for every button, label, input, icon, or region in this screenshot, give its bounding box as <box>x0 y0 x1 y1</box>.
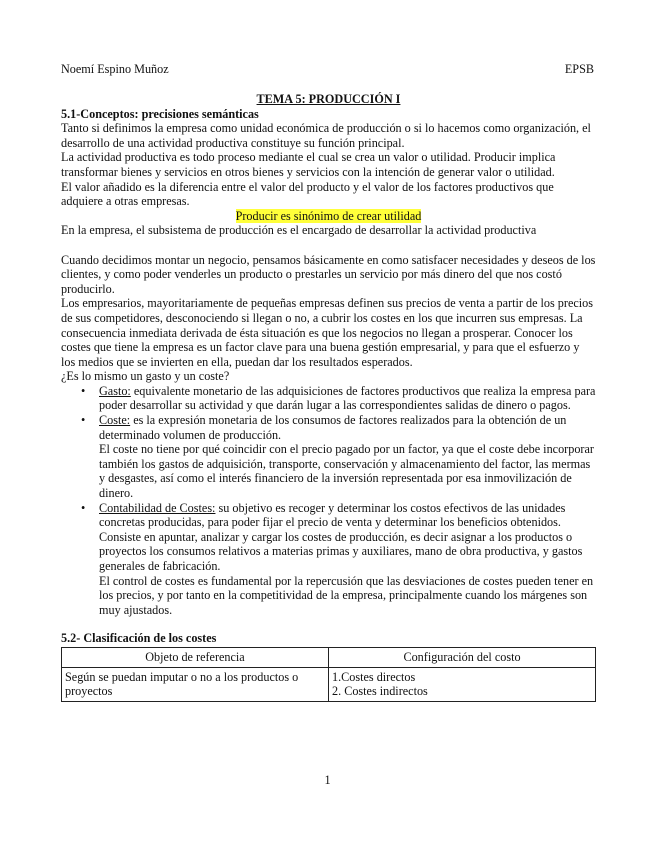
paragraph: En la empresa, el subsistema de producción es el encargado de desarrollar la actividad productiva <box>61 223 537 238</box>
list-item-extra: Consiste en apuntar, analizar y cargar los costes de producción, es decir asignar a los productos o proyectos los consumos relativos a materias primas y auxiliares, mano de obra productiva, y gastos generales de fabricación. <box>99 529 583 573</box>
page-number: 1 <box>324 773 331 787</box>
definition-text: equivalente monetario de las adquisiciones de factores productivos que realiza la empresa para poder desarrollar su actividad y que darán lugar a las correspondientes salidas de dinero o pagos. <box>99 383 596 413</box>
table-cell <box>329 667 596 701</box>
list-item <box>99 501 596 618</box>
cost-classification-table <box>61 647 596 702</box>
term-contabilidad: Contabilidad de Costes: <box>99 500 216 515</box>
page-content <box>61 92 596 702</box>
definition-list <box>61 384 596 618</box>
highlighted-text: Producir es sinónimo de crear utilidad <box>235 208 422 223</box>
list-item-text <box>99 413 596 442</box>
list-item <box>99 413 596 501</box>
page-header <box>61 62 594 77</box>
list-item-text <box>99 384 596 413</box>
list-item-text <box>99 501 596 530</box>
cost-type: 1.Costes directos <box>332 669 416 684</box>
definition-text: es la expresión monetaria de los consumos de factores realizados para la obtención de un determinado volumen de producción. <box>99 413 567 442</box>
question-line: ¿Es lo mismo un gasto y un coste? <box>61 369 230 384</box>
list-item <box>99 384 596 413</box>
table-cell: Según se puedan imputar o no a los productos o proyectos <box>62 667 329 701</box>
definition-text: su objetivo es recoger y determinar los costos efectivos de las unidades concretas producidas, para poder fijar el precio de venta y determinar los beneficios obtenidos. <box>99 500 566 530</box>
term-gasto: Gasto: <box>99 383 131 398</box>
table-header-cell: Objeto de referencia <box>62 647 329 667</box>
section-1-heading: 5.1-Conceptos: precisiones semánticas <box>61 106 259 121</box>
paragraph: Cuando decidimos montar un negocio, pensamos básicamente en como satisfacer necesidades y deseos de los clientes, y como poder venderles un producto o prestarles un servicio por más dinero del que nos costó producirlo. <box>61 252 596 296</box>
paragraph: La actividad productiva es todo proceso mediante el cual se crea un valor o utilidad. Producir implica transformar bienes y servicios en otros bienes y servicios con la intención de generar valor o utilidad. <box>61 150 556 179</box>
highlight-line <box>61 209 596 224</box>
section-2-heading: 5.2- Clasificación de los costes <box>61 631 217 646</box>
cost-type: 2. Costes indirectos <box>332 684 428 699</box>
list-item-extra: El control de costes es fundamental por la repercusión que las desviaciones de costes pueden tener en los precios, y por tanto en la competitividad de la empresa, principalmente cuando los márgenes son muy ajustados. <box>99 573 594 617</box>
blank-line <box>61 238 596 253</box>
paragraph: Tanto si definimos la empresa como unidad económica de producción o si lo hacemos como organización, el desarrollo de una actividad productiva constituye su función principal. <box>61 121 591 150</box>
table-row <box>62 667 596 701</box>
paragraph: Los empresarios, mayoritariamente de pequeñas empresas definen sus precios de venta a partir de los precios de sus competidores, desconociendo si llegan o no, a cubrir los costes en los que incurren sus empresas. La consecuencia inmediata derivada de ésta situación es que los negocios no llegan a prosperar. Conocer los costes que tiene la empresa es un factor clave para una buena gestión empresarial, y para que el esfuerzo y los medios que se invierten en ella, puedan dar los resultados esperados. <box>61 296 593 369</box>
document-title: TEMA 5: PRODUCCIÓN I <box>256 92 401 106</box>
table-header-row <box>62 647 596 667</box>
paragraph: El valor añadido es la diferencia entre el valor del producto y el valor de los factores productivos que adquiere a otras empresas. <box>61 179 554 209</box>
table-header-cell: Configuración del costo <box>329 647 596 667</box>
school-name: EPSB <box>564 62 594 76</box>
list-item-extra: El coste no tiene por qué coincidir con el precio pagado por un factor, ya que el coste debe incorporar también los gastos de adquisición, transporte, conservación y almacenamiento del factor, las mermas y desgastes, así como el interés financiero de la inversión representada por esa inmovilización de dinero. <box>99 442 594 501</box>
author-name: Noemí Espino Muñoz <box>61 62 169 76</box>
term-coste: Coste: <box>99 413 131 428</box>
